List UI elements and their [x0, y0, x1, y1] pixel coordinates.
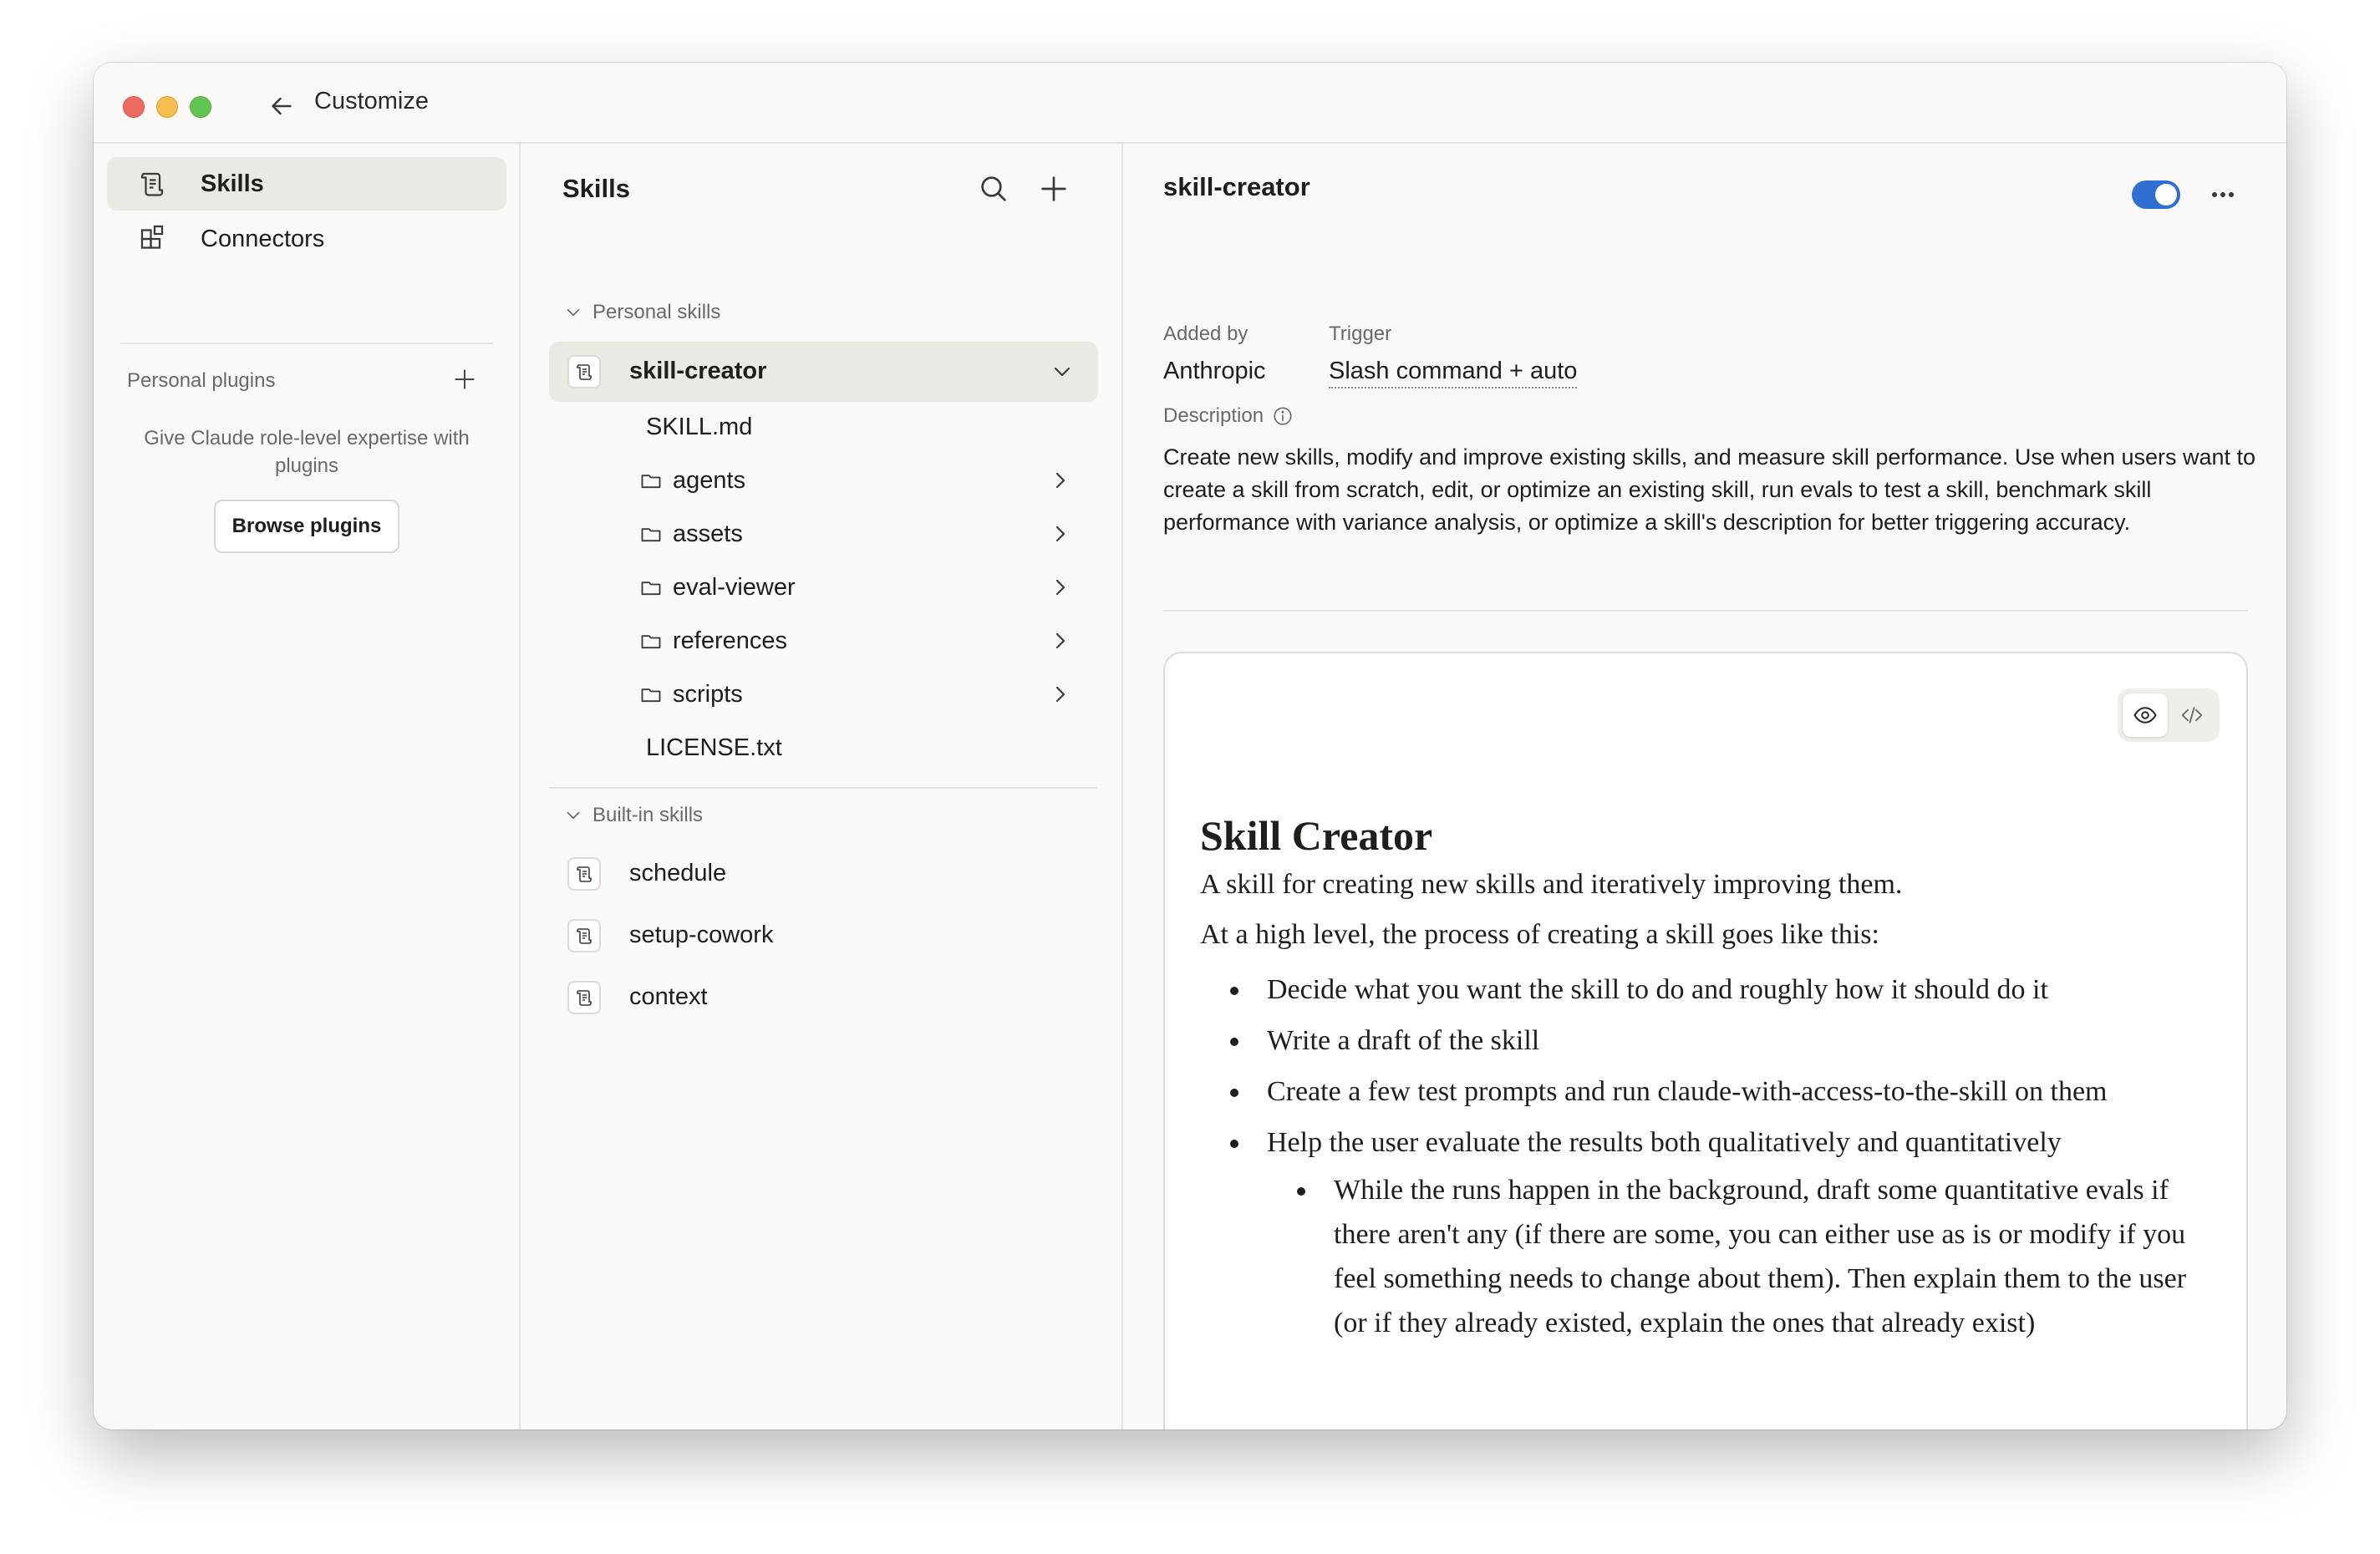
sub-list-item	[1200, 1168, 2220, 1345]
folder-item-scripts[interactable]	[522, 669, 1123, 719]
folder-icon	[639, 576, 663, 599]
added-by-value: Anthropic	[1163, 358, 1266, 384]
chevron-down-icon	[562, 302, 584, 323]
browse-plugins-button[interactable]: Browse plugins	[214, 500, 399, 553]
description-label	[1163, 404, 1294, 428]
folder-item-eval-viewer[interactable]	[522, 562, 1123, 612]
chevron-down-icon[interactable]	[1049, 358, 1076, 385]
skill-detail-pane	[1125, 144, 2286, 1430]
file-item-license[interactable]	[522, 723, 1123, 773]
doc-lead: At a high level, the process of creating a skill goes like this:	[1200, 919, 1879, 950]
section-label: Built-in skills	[592, 804, 704, 826]
doc-heading: Skill Creator	[1200, 812, 1433, 859]
list-item-text: Decide what you want the skill to do and roughly how it should do it	[1267, 974, 2048, 1005]
doc-intro: A skill for creating new skills and iteratively improving them.	[1200, 869, 1903, 900]
view-mode-toggle	[2118, 688, 2220, 742]
folder-item-agents[interactable]	[522, 455, 1123, 505]
skill-badge	[567, 355, 601, 388]
more-options-icon[interactable]	[2206, 180, 2240, 209]
preview-mode-button[interactable]	[2123, 693, 2168, 737]
folder-item-references[interactable]	[522, 616, 1123, 666]
code-icon	[2179, 703, 2205, 728]
file-label: LICENSE.txt	[646, 734, 782, 761]
scroll-icon	[574, 926, 594, 946]
sidebar-item-skills[interactable]	[107, 157, 506, 211]
source-mode-button[interactable]	[2169, 693, 2215, 737]
list-item-text: Write a draft of the skill	[1267, 1025, 1540, 1056]
search-icon[interactable]	[977, 172, 1010, 206]
skill-badge	[567, 919, 601, 952]
list-item-text: Create a few test prompts and run claude-with-access-to-the-skill on them	[1267, 1076, 2108, 1107]
section-label: Personal skills	[592, 301, 721, 323]
sidebar-item-connectors[interactable]	[107, 212, 506, 266]
folder-label: scripts	[673, 681, 743, 708]
list-item	[1200, 967, 2220, 1012]
list-item	[1200, 1120, 2220, 1165]
skill-badge	[567, 981, 601, 1014]
skill-description: Create new skills, modify and improve existing skills, and measure skill performance. Use when users want to create a skill from scratch, edit, or optimize an existing skill, run evals to test a skill, benchmark skill performance with variance analysis, or optimize a skill's description for better triggering accuracy.	[1163, 444, 2256, 535]
file-label: SKILL.md	[646, 414, 753, 440]
scroll-icon	[574, 362, 594, 382]
chevron-right-icon	[1047, 521, 1074, 547]
list-item	[1200, 1069, 2220, 1114]
skill-badge	[567, 857, 601, 891]
detail-divider	[1163, 610, 2248, 612]
folder-label: references	[673, 627, 788, 654]
eye-icon	[2133, 703, 2158, 728]
folder-item-assets[interactable]	[522, 509, 1123, 559]
trigger-value[interactable]: Slash command + auto	[1329, 358, 1577, 388]
connectors-icon	[137, 224, 167, 254]
builtin-skills-header[interactable]	[562, 804, 703, 827]
personal-skills-header[interactable]	[562, 301, 720, 324]
back-arrow-icon[interactable]	[267, 91, 297, 121]
add-skill-icon[interactable]	[1037, 172, 1070, 206]
chevron-right-icon	[1047, 627, 1074, 654]
title-bar	[94, 63, 2286, 144]
scroll-icon	[137, 169, 167, 199]
zoom-window-button[interactable]	[190, 96, 211, 118]
skill-item-schedule[interactable]	[549, 844, 1098, 904]
list-item-text: Help the user evaluate the results both qualitatively and quantitatively	[1267, 1127, 2062, 1158]
skill-title: skill-creator	[1163, 172, 1310, 201]
skill-label: setup-cowork	[629, 922, 774, 948]
list-item-text: While the runs happen in the background, draft some quantitative evals if there aren't any (if there are some, you can either use as is or modify if you feel something needs to change about them). Then explain them to the user (or if they already existed, explain the ones that already exist)	[1334, 1175, 2187, 1338]
app-window	[94, 63, 2286, 1430]
toggle-knob	[2155, 184, 2177, 206]
minimize-window-button[interactable]	[156, 96, 178, 118]
chevron-right-icon	[1047, 681, 1074, 708]
close-window-button[interactable]	[123, 96, 145, 118]
sidebar-divider	[120, 343, 493, 344]
chevron-down-icon	[562, 805, 584, 826]
description-label-text: Description	[1163, 404, 1264, 427]
sidebar	[94, 144, 521, 1430]
sidebar-item-label: Skills	[201, 170, 264, 197]
folder-icon	[639, 522, 663, 546]
plugins-description: Give Claude role-level expertise with plugins	[144, 427, 470, 477]
skill-label: context	[629, 983, 708, 1010]
folder-icon	[639, 683, 663, 706]
scroll-icon	[574, 864, 594, 884]
chevron-right-icon	[1047, 467, 1074, 494]
skill-markdown-preview	[1200, 809, 2220, 1345]
skill-item-skill-creator[interactable]	[549, 342, 1098, 402]
skill-enabled-toggle[interactable]	[2132, 180, 2180, 209]
window-title: Customize	[314, 88, 429, 114]
skills-panel-title: Skills	[562, 174, 630, 203]
folder-label: assets	[673, 521, 743, 547]
skill-label: skill-creator	[629, 358, 767, 384]
folder-label: eval-viewer	[673, 574, 796, 601]
folder-label: agents	[673, 467, 746, 494]
skill-item-setup-cowork[interactable]	[549, 906, 1098, 966]
sidebar-item-label: Connectors	[201, 225, 325, 252]
skill-label: schedule	[629, 860, 727, 886]
skill-document-card	[1163, 652, 2248, 1430]
skills-divider	[549, 787, 1098, 789]
add-plugin-icon[interactable]	[451, 366, 478, 393]
list-item	[1200, 1018, 2220, 1063]
folder-icon	[639, 629, 663, 653]
trigger-label: Trigger	[1329, 322, 1392, 345]
folder-icon	[639, 469, 663, 492]
added-by-label: Added by	[1163, 322, 1248, 345]
skills-panel	[522, 144, 1123, 1430]
scroll-icon	[574, 988, 594, 1008]
skill-item-context[interactable]	[549, 967, 1098, 1028]
info-icon[interactable]	[1272, 405, 1294, 427]
doc-bullet-list	[1200, 967, 2220, 1345]
chevron-right-icon	[1047, 574, 1074, 601]
file-item-skill-md[interactable]	[522, 402, 1123, 452]
plugins-section-header: Personal plugins	[127, 369, 276, 392]
